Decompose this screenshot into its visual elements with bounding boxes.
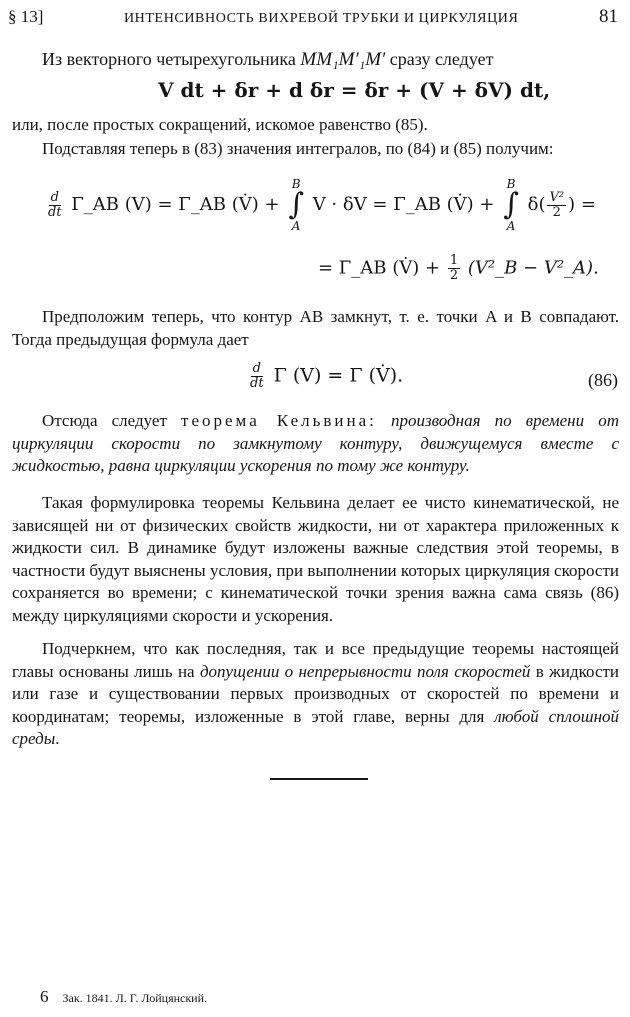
paragraph-2: Подставляя теперь в (83) значения интегралов, по (84) и (85) получим: [42, 139, 554, 158]
p6-c: в жидкости или газе и существовании первых производных от скоростей по времени и координатам; теоремы, изложенные в этой главе, верны для [12, 661, 620, 726]
eq2-integrand-1: V · δV = Γ_AB (V̇) + [312, 194, 495, 215]
p6-e: . [55, 729, 60, 748]
eq2-delta: δ [527, 194, 539, 215]
paragraph-1: или, после простых сокращений, искомое равенство (85). [12, 115, 428, 134]
footer [40, 987, 207, 1007]
integral-1: B ∫ A [288, 177, 304, 233]
signature-mark: 6 [40, 987, 49, 1006]
running-title: ИНТЕНСИВНОСТЬ ВИХРЕВОЙ ТРУБКИ И ЦИРКУЛЯЦИЯ [123, 11, 519, 26]
equation-1: V dt + δr + d δr = δr + (V + δV) dt, [158, 78, 551, 102]
eq86-body: Γ (V) = Γ (V̇). [273, 364, 404, 387]
page-number: 81 [599, 6, 618, 27]
intro-line [12, 48, 619, 72]
kelvin-lead: Отсюда следует [42, 411, 167, 430]
paragraph-6 [12, 638, 619, 751]
p6-continuous-medium: любой сплошной среды [12, 706, 620, 748]
section-ref: § 13] [8, 7, 44, 26]
kelvin-theorem-label: теорема Кельвина: [181, 411, 377, 430]
equation-2-line-1: $\frac{d}{dt}$ Γ_AB (V) = Γ_AB (V̇) + B ∫ A V · δV = Γ_AB (V̇) + B ∫ A δ( $\frac{\text{V²}}{2}$ ) = [48, 177, 596, 233]
running-head [8, 6, 618, 32]
eq2-line2: = Γ_AB (V̇) + [318, 257, 441, 279]
imprint: Зак. 1841. Л. Г. Лойцянский. [62, 991, 208, 1005]
paragraph-3: Предположим теперь, что контур AB замкнут, т. е. точки A и B совпадают. Тогда предыдущая формула дает [12, 307, 619, 349]
eq2-line2-tail: (V²_B − V²_A). [467, 257, 599, 279]
p6-a: Подчеркнем, что как последняя, так и все предыдущие теоремы настоящей главы основаны лишь на [12, 639, 619, 681]
derivative-d-dt: $\frac{d}{dt}$ [48, 189, 62, 220]
intro-text: Из векторного четырехугольника [42, 49, 296, 69]
eq2-lhs: Γ_AB (V) = Γ_AB (V̇) + [71, 194, 280, 215]
equation-2-line-2 [318, 254, 599, 283]
end-rule [270, 778, 368, 780]
p6-continuity-assumption: допущении о непрерывности поля скоростей [199, 661, 531, 681]
v-squared-half: $\frac{\text{V²}}{2}$ [549, 189, 565, 220]
one-half: $\frac{1}{2}$ [449, 253, 459, 283]
integral-2: B ∫ A [503, 177, 519, 233]
paragraph-4 [12, 410, 619, 478]
eq2-tail: ) = [568, 194, 596, 215]
paragraph-5: Такая формулировка теоремы Кельвина делает ее чисто кинематической, не зависящей ни от физических свойств жидкости, ни от характера приложенных к жидкости сил. В динамике будут изложены важные следствия этой теоремы, в частности будут выяснены условия, при выполнении которых циркуляция скорости сохраняется во времени; с кинематической точки зрения важна сама связь (86) между циркуляциями скорости и ускорения. [12, 493, 619, 625]
intro-tail: сразу следует [389, 49, 494, 69]
intro-symbol: MM₁M′₁M′ [300, 49, 386, 70]
derivative-d-dt-86: $\frac{d}{dt}$ [250, 361, 264, 391]
equation-86 [246, 362, 403, 391]
kelvin-theorem-statement: производная по времени от циркуляции скорости по замкнутому контуру, движущемуся вместе с жидкостью, равна циркуляции ускорения по тому же контуру. [12, 411, 620, 475]
equation-number-86: (86) [588, 370, 618, 390]
